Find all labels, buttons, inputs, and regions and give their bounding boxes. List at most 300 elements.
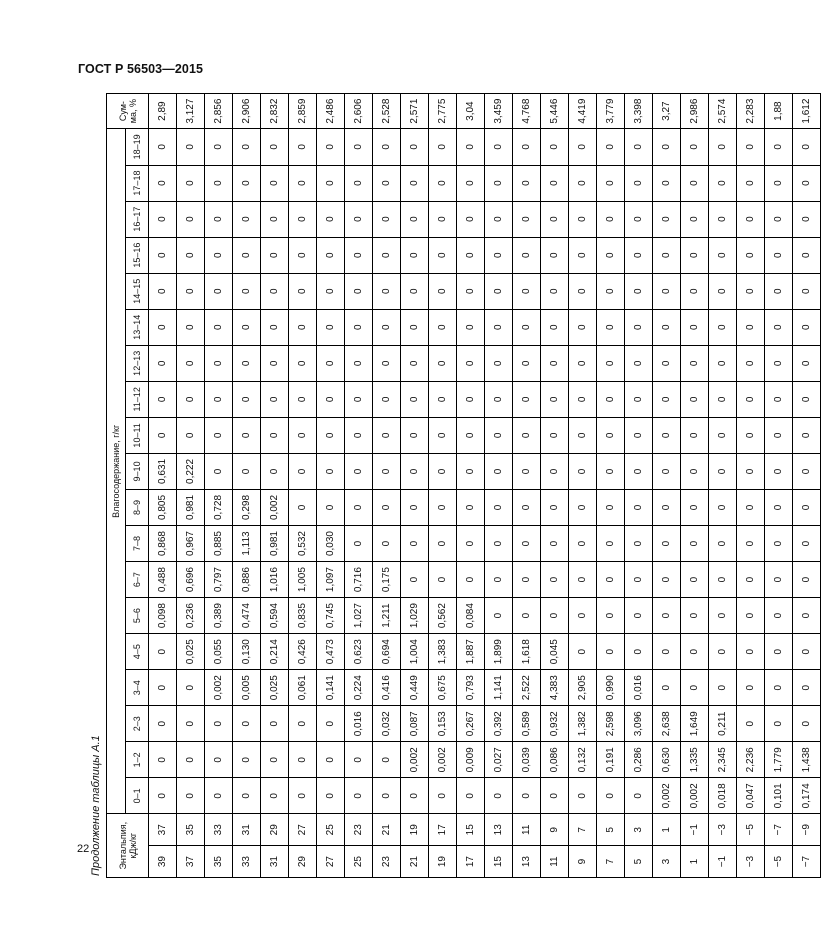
- value-cell: 0: [793, 129, 821, 165]
- value-cell: 0: [765, 165, 793, 201]
- value-cell: 0: [149, 670, 177, 706]
- value-cell: 0: [765, 381, 793, 417]
- value-cell: 0: [205, 742, 233, 778]
- value-cell: 0: [485, 526, 513, 562]
- value-cell: 0,153: [429, 706, 457, 742]
- value-cell: 0: [289, 129, 317, 165]
- enthalpy-to-cell: 5: [597, 814, 625, 846]
- value-cell: 0: [513, 129, 541, 165]
- value-cell: 0: [345, 381, 373, 417]
- enthalpy-to-cell: −3: [709, 814, 737, 846]
- sum-cell: 2,574: [709, 94, 737, 129]
- value-cell: 0: [205, 778, 233, 814]
- value-cell: 0,885: [205, 526, 233, 562]
- value-cell: 0: [765, 201, 793, 237]
- value-cell: 0: [625, 598, 653, 634]
- value-cell: 0: [541, 562, 569, 598]
- enthalpy-to-cell: −9: [793, 814, 821, 846]
- value-cell: 0: [793, 634, 821, 670]
- value-cell: 0: [205, 129, 233, 165]
- value-cell: 0: [737, 129, 765, 165]
- value-cell: 0: [765, 453, 793, 489]
- value-cell: 0: [653, 345, 681, 381]
- value-cell: 0,055: [205, 634, 233, 670]
- value-cell: 0: [289, 309, 317, 345]
- value-cell: 0: [625, 634, 653, 670]
- value-cell: 0: [429, 237, 457, 273]
- value-cell: 0: [205, 706, 233, 742]
- value-cell: 0: [569, 165, 597, 201]
- value-cell: 0: [317, 201, 345, 237]
- value-cell: 0: [345, 345, 373, 381]
- value-cell: 0: [149, 778, 177, 814]
- value-cell: 0: [737, 381, 765, 417]
- value-cell: 0: [289, 706, 317, 742]
- value-cell: 0: [401, 489, 429, 525]
- value-cell: 0: [457, 489, 485, 525]
- value-cell: 0: [261, 706, 289, 742]
- enthalpy-to-cell: 19: [401, 814, 429, 846]
- value-cell: 0: [345, 129, 373, 165]
- sum-cell: 2,571: [401, 94, 429, 129]
- value-cell: 0: [513, 562, 541, 598]
- value-cell: 0: [625, 489, 653, 525]
- value-cell: 0: [709, 417, 737, 453]
- value-cell: 0: [765, 634, 793, 670]
- value-cell: 0: [233, 309, 261, 345]
- value-cell: 0: [737, 165, 765, 201]
- value-cell: 0: [541, 381, 569, 417]
- value-cell: 0: [765, 526, 793, 562]
- value-cell: 0,236: [177, 598, 205, 634]
- value-cell: 0: [289, 345, 317, 381]
- value-cell: 0: [597, 778, 625, 814]
- value-cell: 0: [653, 309, 681, 345]
- value-cell: 0,030: [317, 526, 345, 562]
- moisture-range-header: 4–5: [126, 634, 149, 670]
- value-cell: 0: [401, 562, 429, 598]
- enthalpy-header-line: кДж/кг: [127, 832, 138, 859]
- table-row: [289, 94, 317, 878]
- moisture-range-header: 14–15: [126, 273, 149, 309]
- value-cell: 0: [737, 201, 765, 237]
- value-cell: 0: [345, 742, 373, 778]
- table-row: [765, 94, 793, 878]
- value-cell: 0: [289, 489, 317, 525]
- sum-header-line: Сум-: [117, 101, 128, 122]
- value-cell: 0: [345, 417, 373, 453]
- value-cell: 0,728: [205, 489, 233, 525]
- value-cell: 0: [541, 309, 569, 345]
- value-cell: 0: [597, 453, 625, 489]
- enthalpy-from-cell: 11: [541, 846, 569, 878]
- enthalpy-from-cell: 19: [429, 846, 457, 878]
- value-cell: 0: [429, 201, 457, 237]
- value-cell: 1,779: [765, 742, 793, 778]
- enthalpy-from-cell: −5: [765, 846, 793, 878]
- value-cell: 0: [149, 201, 177, 237]
- enthalpy-from-cell: 25: [345, 846, 373, 878]
- value-cell: 0: [681, 273, 709, 309]
- value-cell: 2,905: [569, 670, 597, 706]
- value-cell: 1,649: [681, 706, 709, 742]
- value-cell: 0: [457, 273, 485, 309]
- value-cell: 0: [317, 453, 345, 489]
- value-cell: 0: [653, 417, 681, 453]
- table-row: [373, 94, 401, 878]
- value-cell: 0: [149, 417, 177, 453]
- value-cell: 0: [345, 453, 373, 489]
- value-cell: 0: [149, 129, 177, 165]
- enthalpy-to-cell: 11: [513, 814, 541, 846]
- value-cell: 0: [289, 742, 317, 778]
- enthalpy-to-cell: 7: [569, 814, 597, 846]
- value-cell: 1,899: [485, 634, 513, 670]
- value-cell: 0,886: [233, 562, 261, 598]
- value-cell: 0: [457, 237, 485, 273]
- value-cell: 0: [793, 237, 821, 273]
- value-cell: 0: [653, 489, 681, 525]
- value-cell: 0: [793, 562, 821, 598]
- value-cell: 0: [681, 417, 709, 453]
- value-cell: 0: [765, 562, 793, 598]
- value-cell: 0: [597, 598, 625, 634]
- sum-cell: 2,606: [345, 94, 373, 129]
- enthalpy-to-cell: 3: [625, 814, 653, 846]
- value-cell: 0: [709, 634, 737, 670]
- value-cell: 0: [765, 489, 793, 525]
- value-cell: 0: [429, 345, 457, 381]
- value-cell: 0: [373, 526, 401, 562]
- moisture-range-header: 13–14: [126, 309, 149, 345]
- value-cell: 0: [597, 273, 625, 309]
- value-cell: 0: [485, 778, 513, 814]
- table-row: [681, 94, 709, 878]
- moisture-range-header: 18–19: [126, 129, 149, 165]
- value-cell: 1,141: [485, 670, 513, 706]
- value-cell: 0: [233, 201, 261, 237]
- moisture-range-header: 12–13: [126, 345, 149, 381]
- value-cell: 0: [513, 165, 541, 201]
- value-cell: 0: [457, 562, 485, 598]
- value-cell: 0: [177, 345, 205, 381]
- value-cell: 0: [513, 273, 541, 309]
- enthalpy-from-cell: 1: [681, 846, 709, 878]
- value-cell: 1,383: [429, 634, 457, 670]
- value-cell: 0: [597, 381, 625, 417]
- value-cell: 0: [457, 417, 485, 453]
- value-cell: 0: [653, 562, 681, 598]
- value-cell: 0,474: [233, 598, 261, 634]
- value-cell: 0: [765, 670, 793, 706]
- value-cell: 0: [737, 706, 765, 742]
- value-cell: 1,335: [681, 742, 709, 778]
- table-row: [317, 94, 345, 878]
- value-cell: 0: [625, 201, 653, 237]
- value-cell: 2,598: [597, 706, 625, 742]
- value-cell: 0: [289, 237, 317, 273]
- value-cell: 0: [485, 309, 513, 345]
- value-cell: 0,630: [653, 742, 681, 778]
- value-cell: 0: [401, 237, 429, 273]
- value-cell: 0,449: [401, 670, 429, 706]
- moisture-range-header: 17–18: [126, 165, 149, 201]
- value-cell: 0: [793, 381, 821, 417]
- value-cell: 0: [373, 237, 401, 273]
- enthalpy-from-cell: 5: [625, 846, 653, 878]
- moisture-range-header: 1–2: [126, 742, 149, 778]
- value-cell: 0: [233, 273, 261, 309]
- value-cell: 0: [793, 417, 821, 453]
- table-row: [737, 94, 765, 878]
- enthalpy-from-cell: −1: [709, 846, 737, 878]
- value-cell: 0: [681, 670, 709, 706]
- value-cell: 0: [625, 562, 653, 598]
- value-cell: 0: [709, 381, 737, 417]
- sum-cell: 3,459: [485, 94, 513, 129]
- value-cell: 0: [373, 165, 401, 201]
- enthalpy-to-cell: 13: [485, 814, 513, 846]
- value-cell: 0: [261, 345, 289, 381]
- value-cell: 0: [485, 237, 513, 273]
- value-cell: 1,004: [401, 634, 429, 670]
- value-cell: 0,211: [709, 706, 737, 742]
- value-cell: 0,098: [149, 598, 177, 634]
- value-cell: 0: [737, 237, 765, 273]
- value-cell: 0: [737, 273, 765, 309]
- value-cell: 0,694: [373, 634, 401, 670]
- enthalpy-column-header: [107, 814, 149, 878]
- value-cell: 0: [569, 778, 597, 814]
- value-cell: 0,086: [541, 742, 569, 778]
- value-cell: 0: [289, 165, 317, 201]
- value-cell: 0,267: [457, 706, 485, 742]
- value-cell: 0: [653, 526, 681, 562]
- sum-cell: 1,88: [765, 94, 793, 129]
- value-cell: 0: [429, 489, 457, 525]
- value-cell: 0: [625, 129, 653, 165]
- value-cell: 0,224: [345, 670, 373, 706]
- value-cell: 0: [625, 381, 653, 417]
- value-cell: 0,488: [149, 562, 177, 598]
- value-cell: 0: [233, 237, 261, 273]
- value-cell: 0: [793, 453, 821, 489]
- value-cell: 0,745: [317, 598, 345, 634]
- value-cell: 0: [205, 165, 233, 201]
- value-cell: 0: [625, 417, 653, 453]
- value-cell: 0: [345, 526, 373, 562]
- value-cell: 0: [457, 778, 485, 814]
- value-cell: 0: [373, 309, 401, 345]
- enthalpy-from-cell: 31: [261, 846, 289, 878]
- value-cell: 0: [401, 417, 429, 453]
- value-cell: 0: [429, 129, 457, 165]
- enthalpy-to-cell: 9: [541, 814, 569, 846]
- value-cell: 1,016: [261, 562, 289, 598]
- value-cell: 0: [457, 165, 485, 201]
- value-cell: 0: [737, 562, 765, 598]
- enthalpy-header-line: Энтальпия,: [117, 821, 128, 870]
- value-cell: 0: [401, 273, 429, 309]
- value-cell: 0,286: [625, 742, 653, 778]
- value-cell: 0: [737, 453, 765, 489]
- value-cell: 0: [569, 129, 597, 165]
- value-cell: 0: [373, 345, 401, 381]
- value-cell: 0,047: [737, 778, 765, 814]
- table-row: [261, 94, 289, 878]
- value-cell: 0: [709, 489, 737, 525]
- value-cell: 0: [653, 165, 681, 201]
- value-cell: 0: [681, 598, 709, 634]
- value-cell: 0: [429, 562, 457, 598]
- value-cell: 0: [541, 778, 569, 814]
- value-cell: 0: [373, 417, 401, 453]
- value-cell: 0: [205, 417, 233, 453]
- table-row: [625, 94, 653, 878]
- value-cell: 0: [485, 129, 513, 165]
- value-cell: 3,096: [625, 706, 653, 742]
- value-cell: 0,039: [513, 742, 541, 778]
- value-cell: 0: [457, 129, 485, 165]
- sum-cell: 3,04: [457, 94, 485, 129]
- data-table: [106, 93, 821, 878]
- value-cell: 0,002: [205, 670, 233, 706]
- value-cell: 0: [317, 706, 345, 742]
- value-cell: 1,027: [345, 598, 373, 634]
- enthalpy-from-cell: 35: [205, 846, 233, 878]
- value-cell: 0: [373, 201, 401, 237]
- value-cell: 0: [485, 489, 513, 525]
- value-cell: 0: [373, 129, 401, 165]
- value-cell: 0: [513, 237, 541, 273]
- value-cell: 0,175: [373, 562, 401, 598]
- value-cell: 0,797: [205, 562, 233, 598]
- table-caption: Продолжение таблицы А.1: [90, 735, 102, 876]
- sum-cell: 5,446: [541, 94, 569, 129]
- moisture-range-header: 5–6: [126, 598, 149, 634]
- value-cell: 0: [569, 381, 597, 417]
- value-cell: 0,389: [205, 598, 233, 634]
- table-row: [793, 94, 821, 878]
- value-cell: 0: [541, 489, 569, 525]
- value-cell: 0: [429, 273, 457, 309]
- value-cell: 0: [261, 417, 289, 453]
- table-row: [485, 94, 513, 878]
- value-cell: 0: [541, 417, 569, 453]
- value-cell: 0,016: [345, 706, 373, 742]
- value-cell: 0: [681, 129, 709, 165]
- value-cell: 0,473: [317, 634, 345, 670]
- value-cell: 0,981: [261, 526, 289, 562]
- value-cell: 0: [709, 526, 737, 562]
- value-cell: 0: [625, 273, 653, 309]
- enthalpy-to-cell: 37: [149, 814, 177, 846]
- value-cell: 0: [485, 453, 513, 489]
- enthalpy-from-cell: 15: [485, 846, 513, 878]
- value-cell: 0: [681, 562, 709, 598]
- table-row: [597, 94, 625, 878]
- enthalpy-from-cell: 7: [597, 846, 625, 878]
- value-cell: 0: [541, 598, 569, 634]
- value-cell: 0: [765, 129, 793, 165]
- value-cell: 0: [737, 634, 765, 670]
- value-cell: 0: [233, 345, 261, 381]
- value-cell: 0,805: [149, 489, 177, 525]
- value-cell: 0: [597, 201, 625, 237]
- moisture-range-header: 10–11: [126, 417, 149, 453]
- value-cell: 0: [457, 453, 485, 489]
- table-row: [457, 94, 485, 878]
- value-cell: 0: [681, 237, 709, 273]
- value-cell: 0: [793, 526, 821, 562]
- value-cell: 0,191: [597, 742, 625, 778]
- value-cell: 0: [485, 273, 513, 309]
- value-cell: 2,345: [709, 742, 737, 778]
- enthalpy-to-cell: 15: [457, 814, 485, 846]
- enthalpy-to-cell: 1: [653, 814, 681, 846]
- enthalpy-to-cell: 33: [205, 814, 233, 846]
- value-cell: 0,132: [569, 742, 597, 778]
- value-cell: 0: [709, 670, 737, 706]
- value-cell: 0: [709, 309, 737, 345]
- value-cell: 0: [597, 634, 625, 670]
- value-cell: 2,522: [513, 670, 541, 706]
- value-cell: 0: [177, 129, 205, 165]
- value-cell: 0: [149, 273, 177, 309]
- sum-cell: 2,986: [681, 94, 709, 129]
- table-row: [541, 94, 569, 878]
- value-cell: 0: [345, 489, 373, 525]
- value-cell: 0: [485, 417, 513, 453]
- value-cell: 0: [317, 417, 345, 453]
- enthalpy-from-cell: 27: [317, 846, 345, 878]
- value-cell: 0: [205, 309, 233, 345]
- sum-cell: 2,832: [261, 94, 289, 129]
- value-cell: 0: [373, 381, 401, 417]
- value-cell: 0,990: [597, 670, 625, 706]
- value-cell: 0: [625, 526, 653, 562]
- value-cell: 0: [317, 165, 345, 201]
- enthalpy-to-cell: −1: [681, 814, 709, 846]
- enthalpy-from-cell: 33: [233, 846, 261, 878]
- value-cell: 0: [569, 489, 597, 525]
- value-cell: 0: [289, 778, 317, 814]
- value-cell: 0: [653, 381, 681, 417]
- value-cell: 0: [709, 201, 737, 237]
- value-cell: 0: [569, 453, 597, 489]
- value-cell: 0,562: [429, 598, 457, 634]
- value-cell: 0,005: [233, 670, 261, 706]
- value-cell: 0: [625, 778, 653, 814]
- value-cell: 0,130: [233, 634, 261, 670]
- value-cell: 0: [317, 778, 345, 814]
- enthalpy-to-cell: −7: [765, 814, 793, 846]
- value-cell: 0: [401, 309, 429, 345]
- value-cell: 0: [681, 526, 709, 562]
- value-cell: 0: [569, 201, 597, 237]
- value-cell: 0: [401, 526, 429, 562]
- value-cell: 0: [625, 345, 653, 381]
- value-cell: 0: [541, 345, 569, 381]
- value-cell: 0: [177, 309, 205, 345]
- value-cell: 0: [541, 453, 569, 489]
- value-cell: 0: [429, 778, 457, 814]
- value-cell: 0: [653, 670, 681, 706]
- enthalpy-from-cell: 23: [373, 846, 401, 878]
- value-cell: 0: [233, 129, 261, 165]
- table-row: [653, 94, 681, 878]
- value-cell: 1,005: [289, 562, 317, 598]
